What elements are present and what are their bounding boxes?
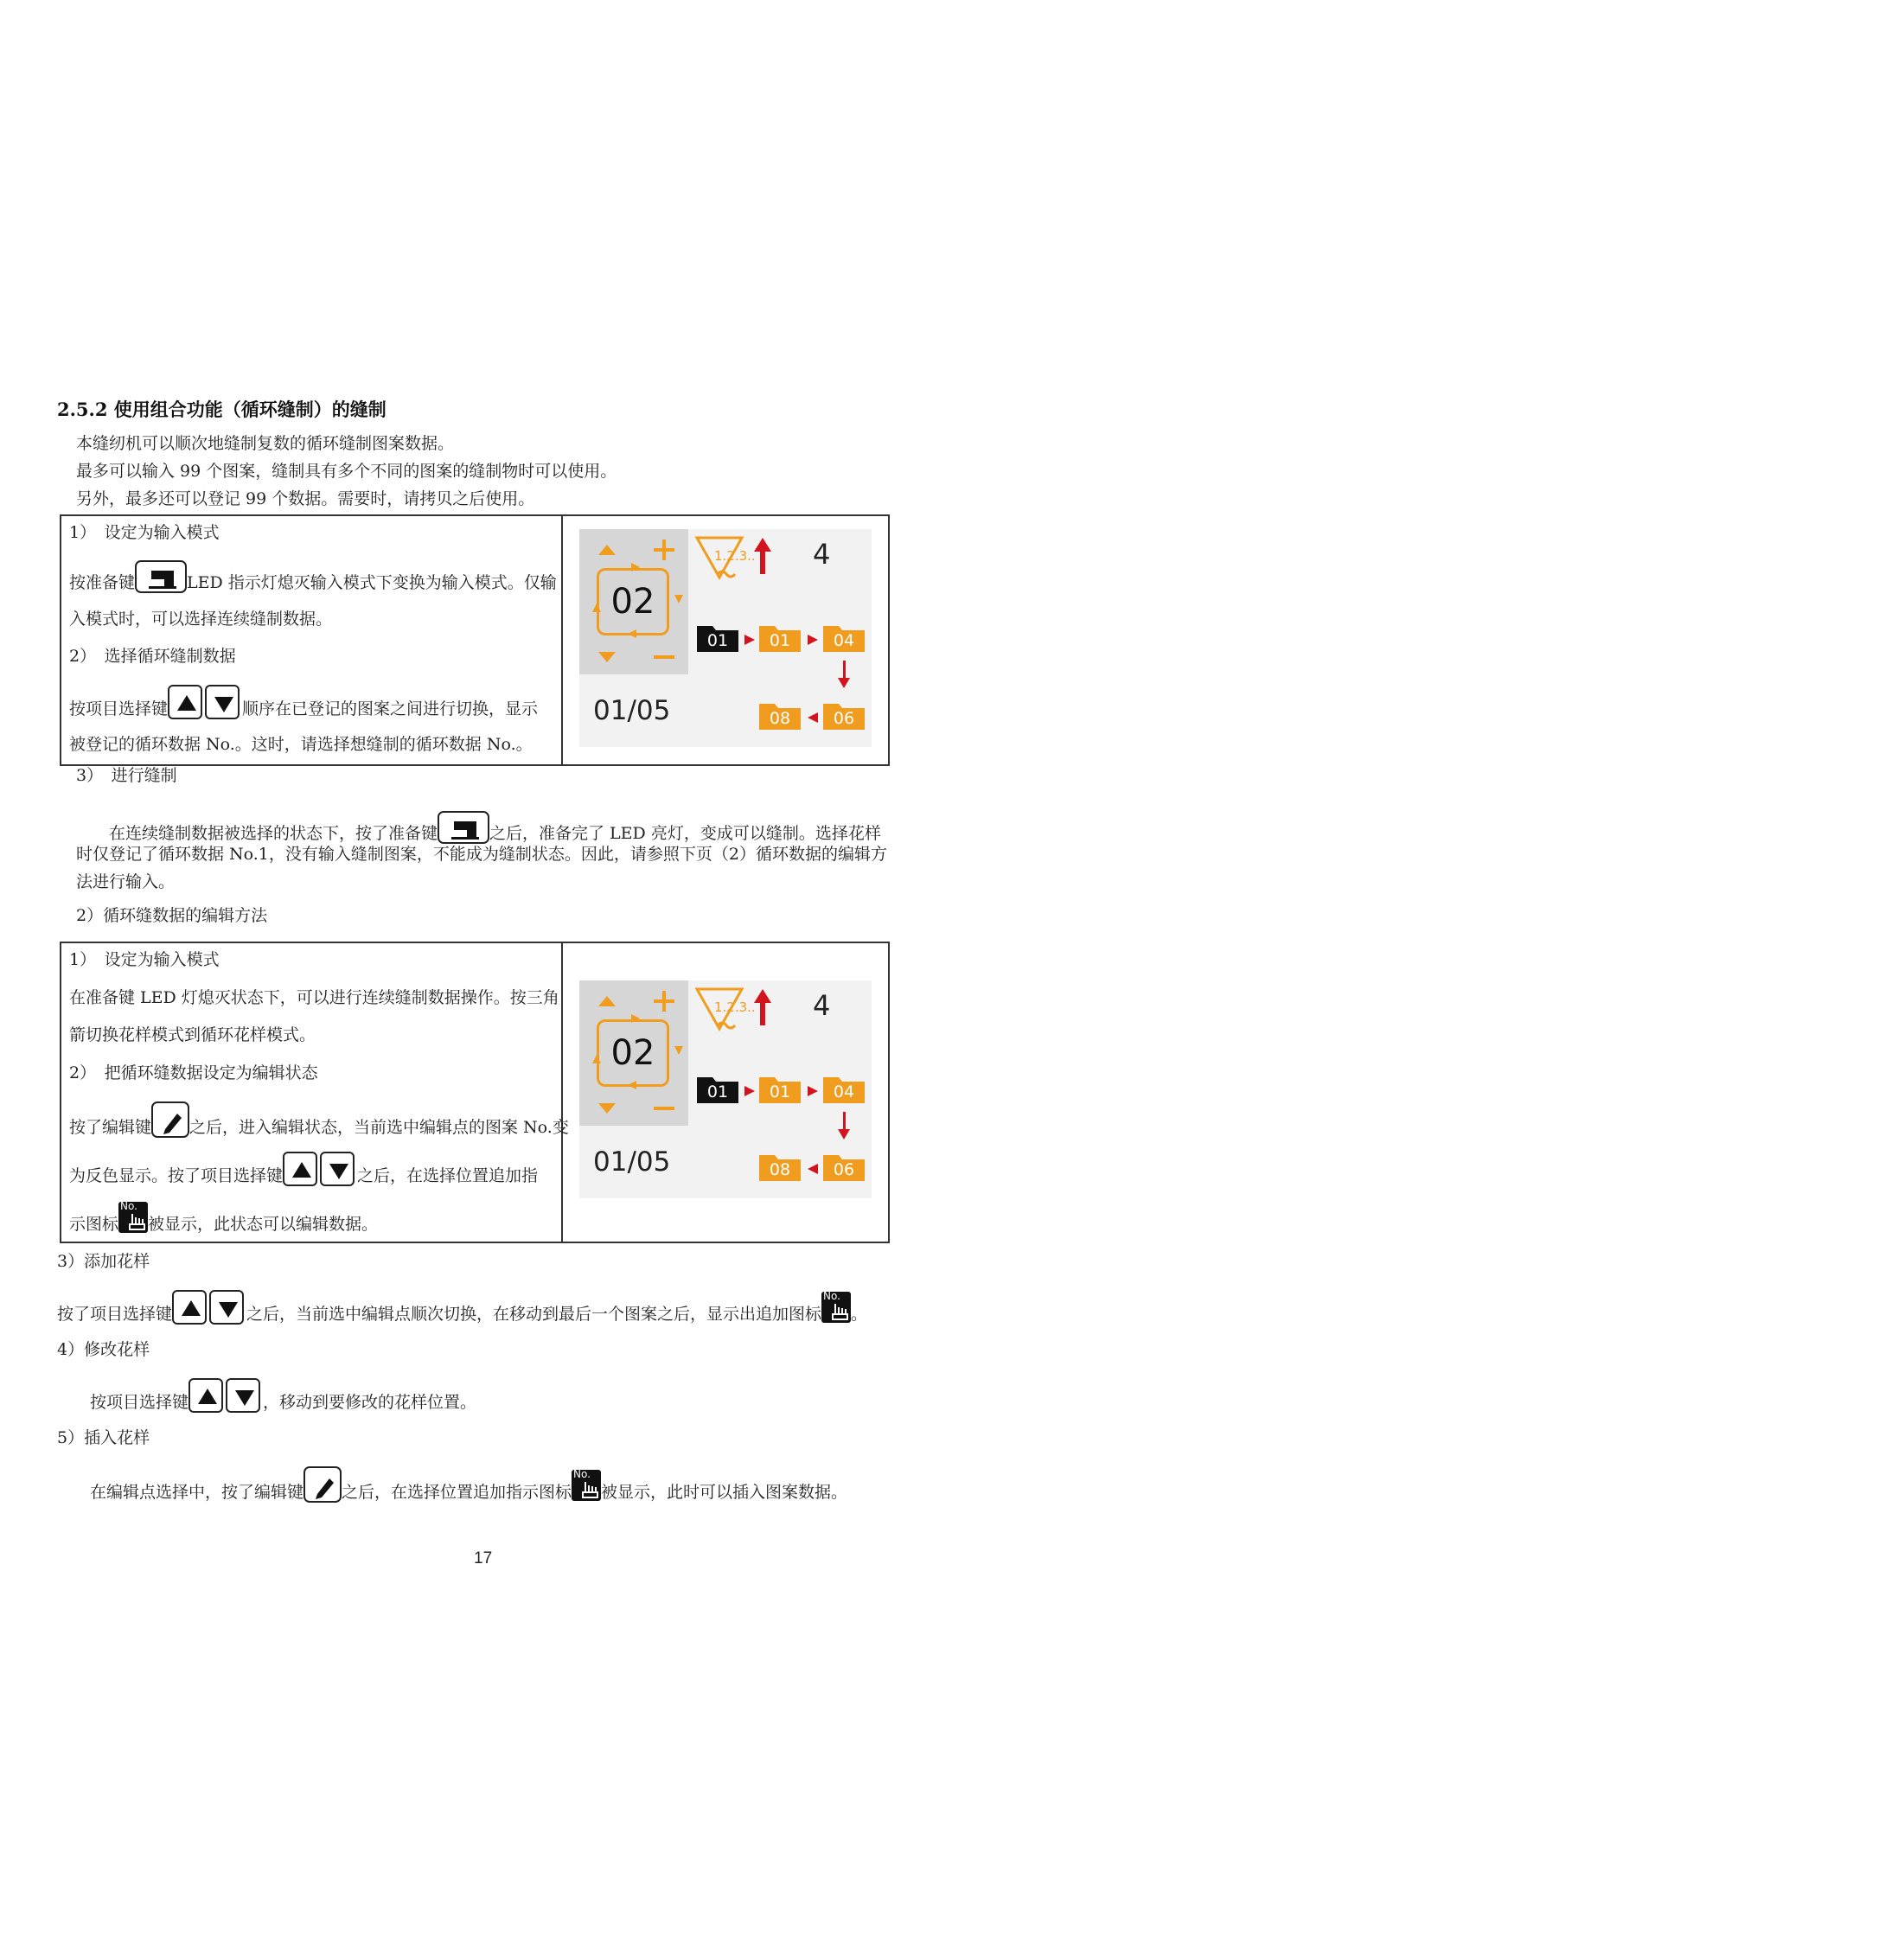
data-count: 4 [813, 538, 831, 571]
folder-icon-selected: 01 [697, 621, 738, 652]
folder-icon: 01 [759, 621, 801, 652]
box2-step1-line1: 在准备键 LED 灯熄灭状态下，可以进行连续缝制数据操作。按三角 [69, 988, 559, 1007]
subsection-2-title: 2）循环缝数据的编辑方法 [76, 906, 268, 925]
box2-step2-line1 [69, 1101, 569, 1140]
ready-key-icon [438, 811, 489, 844]
edit-key-icon [303, 1466, 342, 1503]
insert-post: 被显示，此时可以插入图案数据。 [601, 1483, 848, 1502]
box1-step1-line1 [69, 560, 557, 595]
step3-line1-pre: 在连续缝制数据被选择的状态下，按了准备键 [109, 824, 438, 843]
page-number: 17 [474, 1549, 493, 1567]
lcd-screen-1 [579, 529, 872, 747]
box1-step2-title: 2） 选择循环缝制数据 [69, 647, 236, 666]
step3-line1 [109, 811, 881, 846]
box-2-divider [561, 942, 563, 1243]
arrow-right-icon [744, 1086, 755, 1096]
box2-step2-line2-post: 之后，在选择位置追加指 [357, 1166, 539, 1185]
box-1-divider [561, 514, 563, 766]
box1-step1-title: 1） 设定为输入模式 [69, 523, 220, 542]
sequence-label: 1.2.3.. [714, 999, 756, 1015]
data-ratio: 01/05 [593, 1146, 671, 1178]
box2-step2-line3 [69, 1202, 378, 1236]
insert-mid: 之后，在选择位置追加指示图标 [342, 1483, 572, 1502]
modify-post: ，移动到要修改的花样位置。 [263, 1393, 477, 1412]
arrow-left-icon [808, 1164, 818, 1174]
down-key-icon [320, 1152, 355, 1186]
up-key-icon [172, 1290, 207, 1325]
intro-line-1: 本缝纫机可以顺次地缝制复数的循环缝制图案数据。 [76, 434, 455, 453]
folder-icon: 08 [759, 1150, 801, 1181]
insert-pre: 在编辑点选择中，按了编辑键 [90, 1483, 304, 1502]
arrow-right-icon [808, 635, 818, 645]
box2-step1-title: 1） 设定为输入模式 [69, 950, 220, 969]
down-key-icon [209, 1290, 244, 1325]
ready-key-icon [135, 560, 187, 593]
box2-step2-title: 2） 把循环缝数据设定为编辑状态 [69, 1063, 318, 1082]
folder-icon: 06 [823, 1150, 865, 1181]
modify-pre: 按项目选择键 [90, 1393, 189, 1412]
no-pointer-icon: No. [572, 1470, 601, 1501]
box2-step1-line2: 箭切换花样模式到循环花样模式。 [69, 1025, 316, 1044]
edit-key-icon [151, 1101, 189, 1138]
down-key-icon [205, 685, 240, 719]
pattern-number: 02 [597, 1019, 669, 1087]
pattern-select-area [579, 980, 688, 1126]
intro-line-3: 另外，最多还可以登记 99 个数据。需要时，请拷贝之后使用。 [76, 489, 535, 508]
no-pointer-icon: No. [118, 1202, 148, 1233]
folder-icon-selected: 01 [697, 1072, 738, 1103]
arrow-down-icon [838, 1112, 850, 1140]
box2-step2-line2-pre: 为反色显示。按了项目选择键 [69, 1166, 284, 1185]
box1-step1-post: LED 指示灯熄灭输入模式下变换为输入模式。仅输 [187, 573, 557, 592]
folder-icon: 08 [759, 699, 801, 730]
folder-icon: 06 [823, 699, 865, 730]
data-ratio: 01/05 [593, 695, 671, 726]
box1-step2-line1 [69, 685, 538, 721]
box2-step2-pre: 按了编辑键 [69, 1118, 152, 1137]
box2-step2-post: 之后，进入编辑状态，当前选中编辑点的图案 No.变 [189, 1118, 569, 1137]
section-title: 2.5.2 使用组合功能（循环缝制）的缝制 [57, 399, 387, 420]
no-pointer-icon: No. [821, 1292, 851, 1323]
add-end: 。 [851, 1305, 868, 1324]
pattern-number: 02 [597, 568, 669, 635]
up-key-icon [168, 685, 202, 719]
arrow-right-icon [744, 635, 755, 645]
add-line [57, 1290, 867, 1326]
down-key-icon [226, 1378, 260, 1413]
step3-line2: 时仅登记了循环数据 No.1，没有输入缝制图案，不能成为缝制状态。因此，请参照下页（2）循环数据的编辑方 [76, 845, 887, 864]
step3-title: 3） 进行缝制 [76, 766, 177, 785]
modify-title: 4）修改花样 [57, 1340, 150, 1359]
box2-step2-line3-pre: 示图标 [69, 1215, 119, 1234]
folder-icon: 04 [823, 1072, 865, 1103]
step3-line1-post: 之后，准备完了 LED 亮灯，变成可以缝制。选择花样 [489, 824, 881, 843]
folder-icon: 04 [823, 621, 865, 652]
insert-title: 5）插入花样 [57, 1428, 150, 1447]
box2-step2-line2 [69, 1152, 538, 1188]
sequence-label: 1.2.3.. [714, 548, 756, 564]
data-count: 4 [813, 989, 831, 1022]
box1-step2-post: 顺序在已登记的图案之间进行切换，显示 [242, 699, 539, 718]
lcd-screen-2 [579, 980, 872, 1198]
arrow-down-icon [838, 661, 850, 688]
intro-line-2: 最多可以输入 99 个图案，缝制具有多个不同的图案的缝制物时可以使用。 [76, 462, 617, 481]
add-post: 之后，当前选中编辑点顺次切换，在移动到最后一个图案之后，显示出追加图标 [246, 1305, 822, 1324]
pattern-select-area [579, 529, 688, 674]
step3-line3: 法进行输入。 [76, 872, 176, 891]
box2-step2-line3-post: 被显示，此状态可以编辑数据。 [148, 1215, 379, 1234]
box1-step1-pre: 按准备键 [69, 573, 136, 592]
box1-step1-line2: 入模式时，可以选择连续缝制数据。 [69, 610, 333, 629]
box1-step2-line2: 被登记的循环数据 No.。这时，请选择想缝制的循环数据 No.。 [69, 735, 533, 754]
up-key-icon [188, 1378, 223, 1413]
add-pre: 按了项目选择键 [57, 1305, 173, 1324]
box1-step2-pre: 按项目选择键 [69, 699, 169, 718]
insert-line [90, 1466, 847, 1504]
arrow-left-icon [808, 712, 818, 723]
add-title: 3）添加花样 [57, 1252, 150, 1271]
arrow-right-icon [808, 1086, 818, 1096]
up-key-icon [283, 1152, 317, 1186]
folder-icon: 01 [759, 1072, 801, 1103]
modify-line [90, 1378, 476, 1414]
